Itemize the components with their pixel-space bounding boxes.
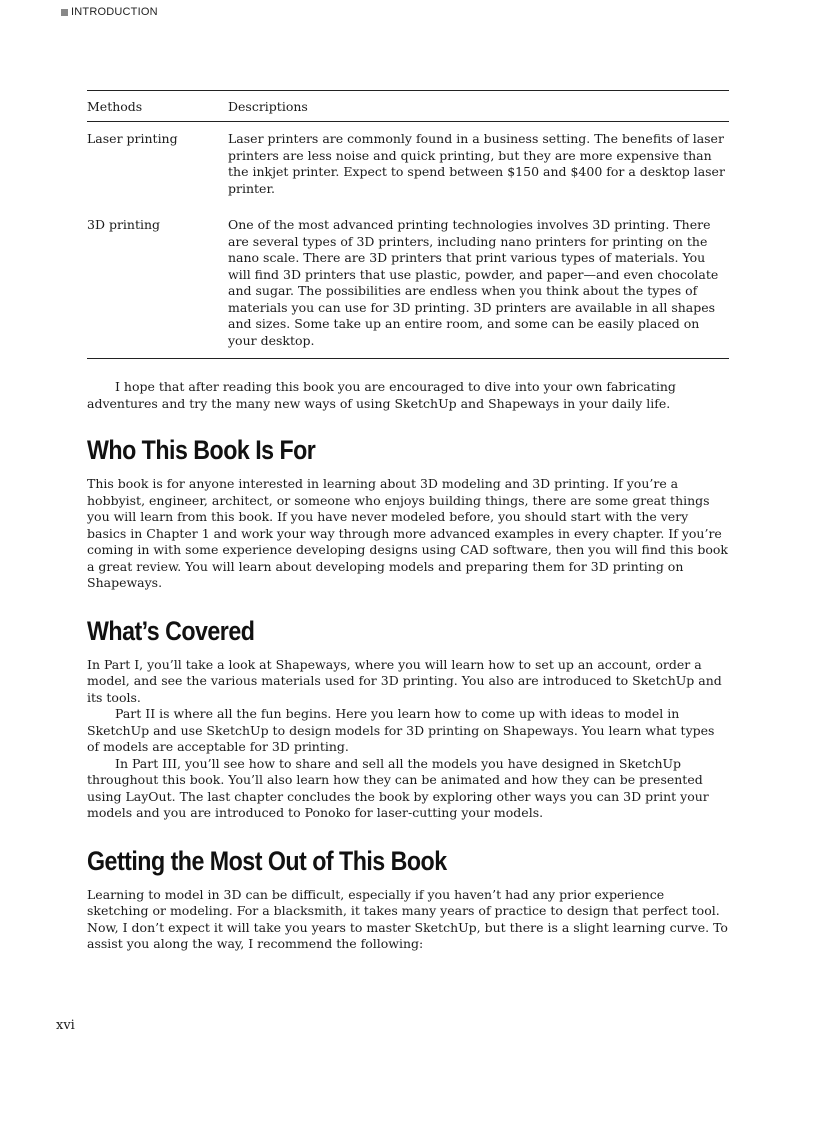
running-head [61, 6, 158, 18]
heading-getting-the-most: Getting the Most Out of This Book [87, 845, 447, 876]
table-cell-description: Laser printers are commonly found in a business setting. The benefits of laser printers are less noise and quick printing, but they are more expensive than the inkjet printer. Expect to spend between $150 and $400 for a desktop laser printer. [228, 131, 725, 196]
running-head-text: INTRODUCTION [71, 6, 158, 18]
table-header-descriptions: Descriptions [228, 99, 308, 114]
covered-paragraph-2: Part II is where all the fun begins. Here you learn how to come up with ideas to model in SketchUp and use SketchUp to design models for 3D printing on Shapeways. You learn what types of models are acceptable for 3D printing. [87, 706, 715, 754]
methods-table [87, 90, 729, 359]
heading-whats-covered: What’s Covered [87, 615, 255, 646]
running-head-marker [61, 9, 68, 16]
covered-paragraph-3: In Part III, you’ll see how to share and sell all the models you have designed in SketchUp throughout this book. You’ll also learn how they can be animated and how they can be presented using LayOut. The last chapter concludes the book by exploring other ways you can 3D print your models and you are introduced to Ponoko for laser-cutting your models. [87, 755, 709, 820]
table-cell-description: One of the most advanced printing technologies involves 3D printing. There are several types of 3D printers, including nano printers for printing on the nano scale. There are 3D printers that print various types of materials. You will find 3D printers that use plastic, powder, and paper—and even chocolate and sugar. The possibilities are endless when you think about the types of materials you can use for 3D printing. 3D printers are available in all shapes and sizes. Some take up an entire room, and some can be easily placed on your desktop. [228, 217, 719, 348]
most-paragraph: Learning to model in 3D can be difficult, especially if you haven’t had any prior experience sketching or modeling. For a blacksmith, it takes many years of practice to design that perfect tool. Now, I don’t expect it will take you years to master SketchUp, but there is a slight learning curve. To assist you along the way, I recommend the following: [87, 886, 728, 951]
table-header-row [87, 91, 729, 122]
intro-paragraph: I hope that after reading this book you are encouraged to dive into your own fabricating adventures and try the many new ways of using SketchUp and Shapeways in your daily life. [87, 379, 676, 411]
page-number: xvi [56, 1018, 75, 1033]
table-row [87, 197, 729, 358]
table-cell-method: 3D printing [87, 217, 161, 232]
table-row [87, 122, 729, 197]
table-header-methods: Methods [87, 99, 143, 114]
heading-who-this-book-is-for: Who This Book Is For [87, 435, 316, 465]
who-paragraph: This book is for anyone interested in learning about 3D modeling and 3D printing. If you’re a hobbyist, engineer, architect, or someone who enjoys building things, there are some great things you will learn from this book. If you have never modeled before, you should start with the very basics in Chapter 1 and work your way through more advanced examples in every chapter. If you’re coming in with some experience developing designs using CAD software, then you will find this book a great review. You will learn about developing models and preparing them for 3D printing on Shapeways. [87, 476, 728, 590]
table-cell-method: Laser printing [87, 131, 178, 146]
page-content [87, 90, 729, 953]
covered-paragraph-1: In Part I, you’ll take a look at Shapeways, where you will learn how to set up an account, order a model, and see the various materials used for 3D printing. You also are introduced to SketchUp and its tools. [87, 656, 722, 705]
